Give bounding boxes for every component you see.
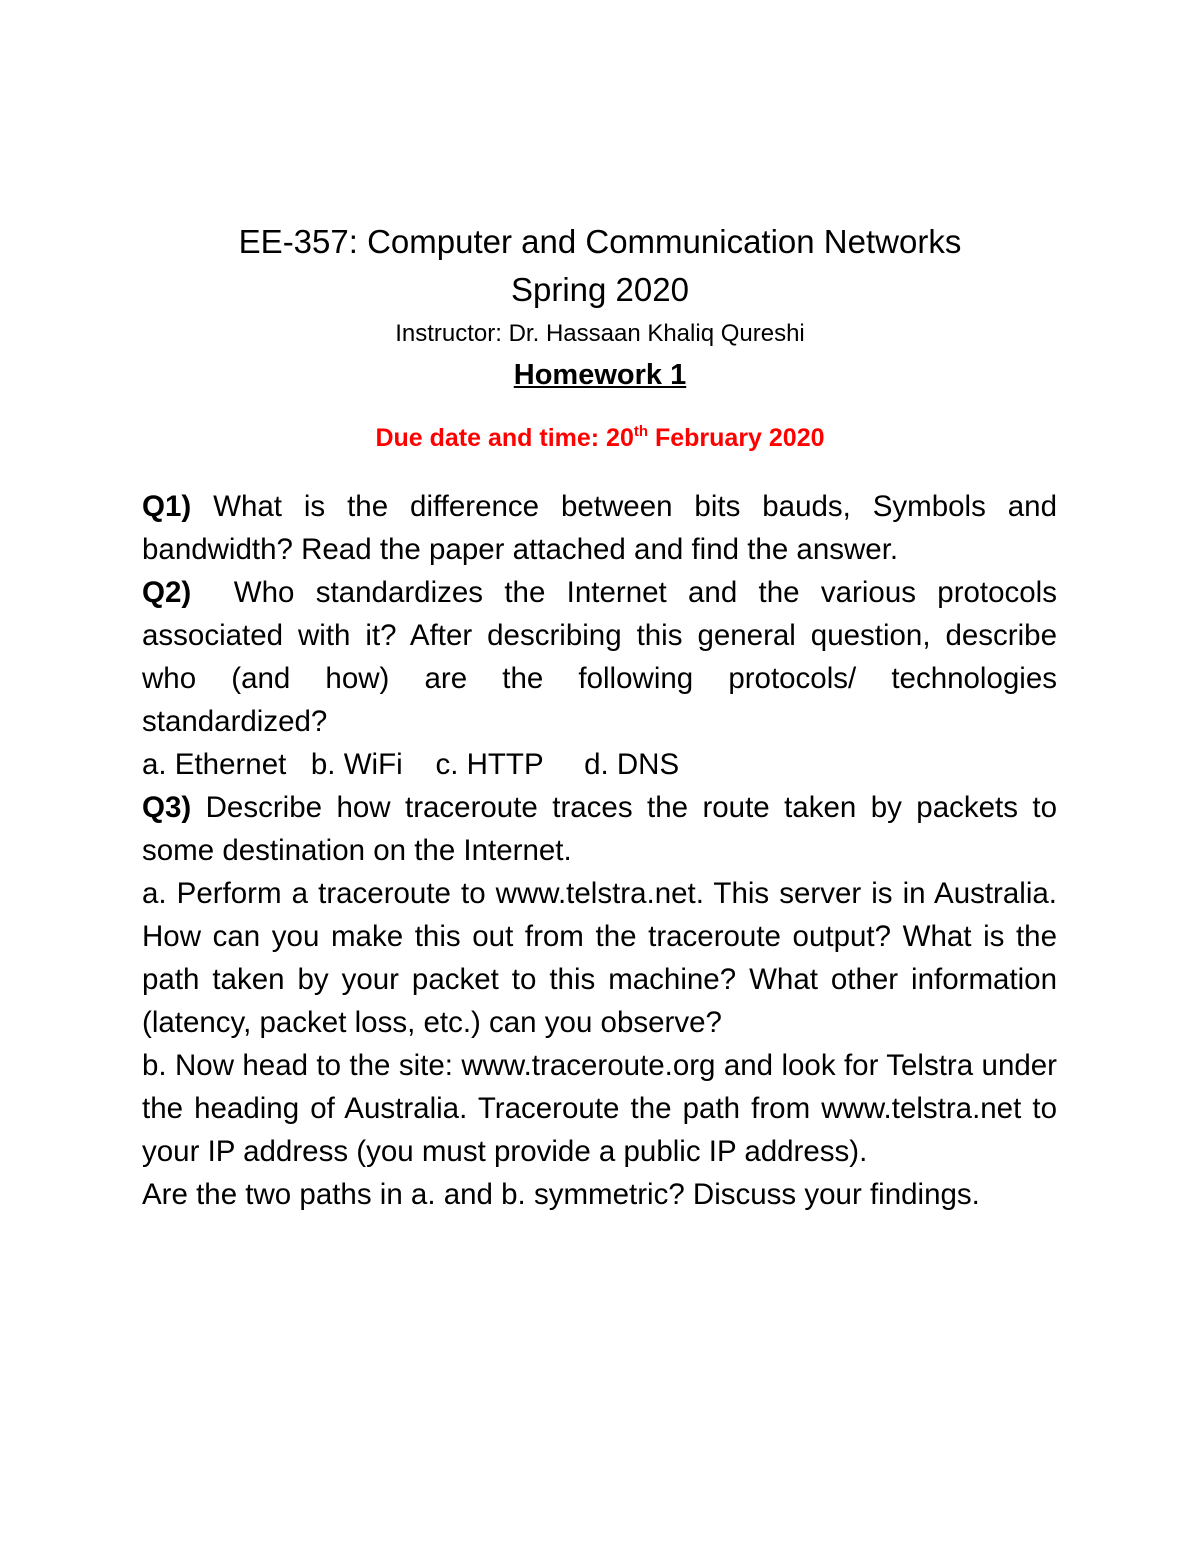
due-date-line — [0, 420, 1200, 456]
homework-title: Homework 1 — [513, 359, 687, 391]
course-title: EE-357: Computer and Communication Networks — [238, 223, 962, 260]
due-date-text: Due date and time: 20th February 2020 — [375, 423, 825, 452]
question-3-part-b: b. Now head to the site: www.traceroute.org and look for Telstra under the heading of Australia. Traceroute the path from www.telstra.net to your IP address (you must provide a public IP address). — [142, 1049, 1057, 1168]
question-3 — [142, 786, 1057, 872]
question-2-options: a. Ethernet b. WiFi c. HTTP d. DNS — [142, 748, 680, 781]
question-3-closing: Are the two paths in a. and b. symmetric? Discuss your findings. — [142, 1178, 980, 1211]
question-3-label: Q3) — [142, 791, 192, 824]
question-2 — [142, 571, 1066, 743]
question-1 — [142, 485, 1057, 571]
question-1-label: Q1) — [142, 490, 192, 523]
question-2-text: Who standardizes the Internet and the various protocols associated with it? After describing this general question, describe who (and how) are the following protocols/ technologies standardized? — [142, 576, 1066, 738]
question-1-text: What is the difference between bits bauds, Symbols and bandwidth? Read the paper attached and find the answer. — [142, 490, 1057, 566]
question-3-text: Describe how traceroute traces the route taken by packets to some destination on the Internet. — [142, 791, 1057, 867]
question-2-label: Q2) — [142, 576, 192, 609]
instructor-label: Instructor: Dr. Hassaan Khaliq Qureshi — [395, 320, 805, 347]
due-date-superscript: th — [633, 423, 649, 440]
term-label: Spring 2020 — [511, 271, 689, 308]
questions-body — [142, 485, 1066, 1216]
question-3-part-a: a. Perform a traceroute to www.telstra.net. This server is in Australia. How can you make this out from the traceroute output? What is the path taken by your packet to this machine? What other information (latency, packet loss, etc.) can you observe? — [142, 877, 1057, 1039]
